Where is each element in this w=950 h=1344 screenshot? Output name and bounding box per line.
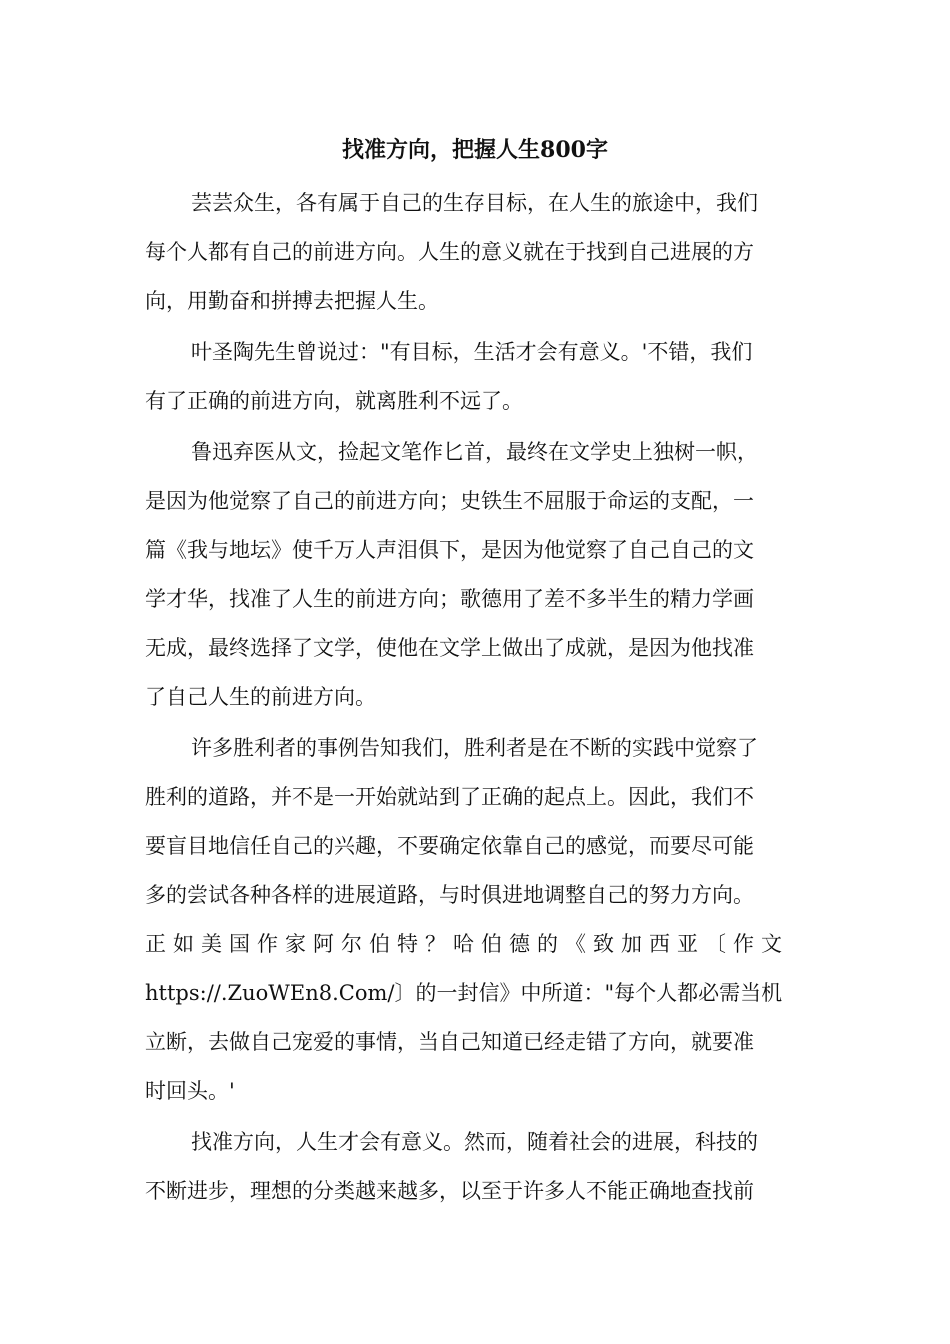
text-line: 找准方向，人生才会有意义。然而，随着社会的进展，科技的 [191, 1130, 758, 1154]
text-line: 许多胜利者的事例告知我们，胜利者是在不断的实践中觉察了 [191, 736, 758, 760]
text-line: 胜利的道路，并不是一开始就站到了正确的起点上。因此，我们不 [145, 785, 754, 809]
paragraph [145, 328, 805, 426]
text-line: 时回头。' [145, 1079, 235, 1103]
text-line: 每个人都有自己的前进方向。人生的意义就在于找到自己进展的方 [145, 240, 754, 264]
text-line: 要盲目地信任自己的兴趣，不要确定依靠自己的感觉，而要尽可能 [145, 834, 754, 858]
text-line: 多的尝试各种各样的进展道路，与时俱进地调整自己的努力方向。 [145, 883, 754, 907]
document-title: 找准方向，把握人生800字 [342, 137, 608, 163]
text-line: 学才华，找准了人生的前进方向；歌德用了差不多半生的精力学画 [145, 587, 754, 611]
text-line: https://.ZuoWEn8.Com/〕的一封信》中所道："每个人都必需当机 [145, 981, 783, 1005]
text-line: 不断进步，理想的分类越来越多，以至于许多人不能正确地查找前 [145, 1179, 754, 1203]
paragraph [145, 724, 805, 1116]
text-line: 了自己人生的前进方向。 [145, 685, 376, 709]
paragraph [145, 179, 805, 326]
text-line: 叶圣陶先生曾说过："有目标，生活才会有意义。'不错，我们 [191, 340, 753, 364]
text-line: 立断，去做自己宠爱的事情，当自己知道已经走错了方向，就要准 [145, 1030, 754, 1054]
text-line: 有了正确的前进方向，就离胜利不远了。 [145, 389, 523, 413]
text-line: 鲁迅弃医从文，捡起文笔作匕首，最终在文学史上独树一帜， [191, 440, 758, 464]
text-line: 芸芸众生，各有属于自己的生存目标，在人生的旅途中，我们 [191, 191, 758, 215]
text-line: 是因为他觉察了自己的前进方向；史铁生不屈服于命运的支配，一 [145, 489, 754, 513]
document-body [145, 179, 805, 1216]
text-line: 无成，最终选择了文学，使他在文学上做出了成就，是因为他找准 [145, 636, 754, 660]
paragraph [145, 1118, 805, 1216]
text-line: 正如美国作家阿尔伯特？哈伯德的《致加西亚〔作文 [145, 932, 789, 956]
text-line: 向，用勤奋和拼搏去把握人生。 [145, 289, 439, 313]
text-line: 篇《我与地坛》使千万人声泪俱下，是因为他觉察了自己自己的文 [145, 538, 754, 562]
paragraph [145, 428, 805, 722]
